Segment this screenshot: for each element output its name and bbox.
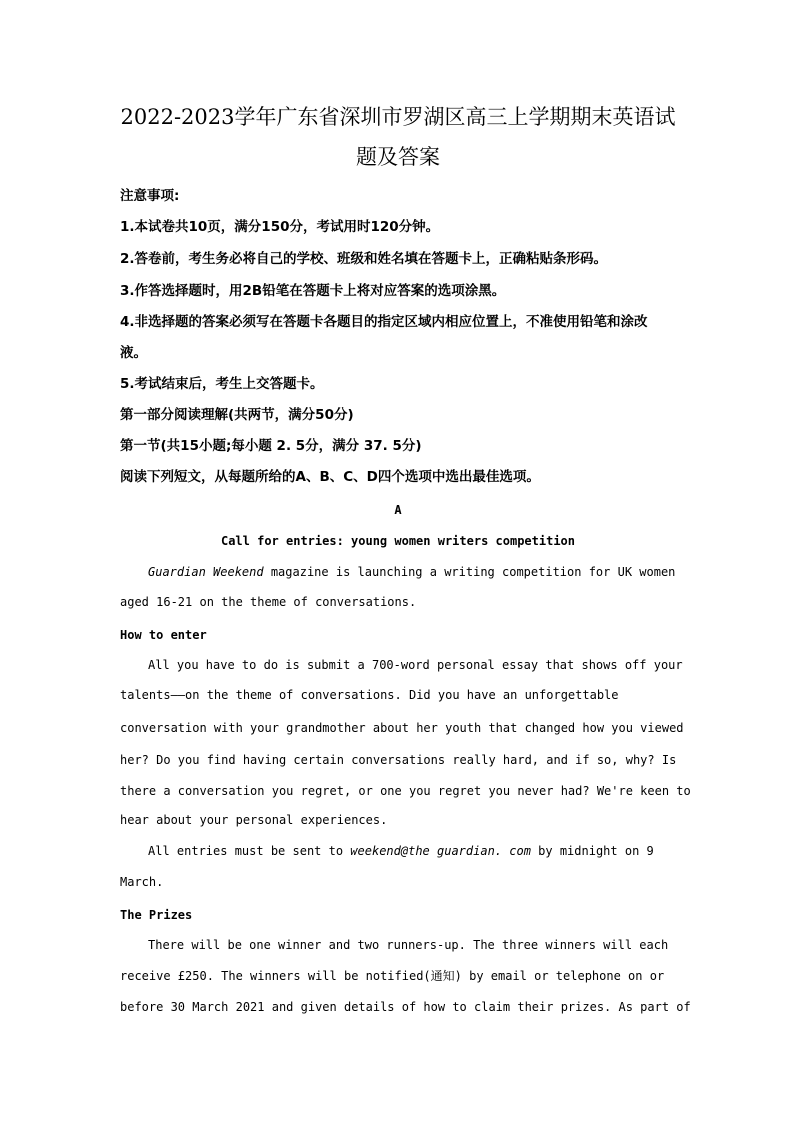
how-line-3: conversation with your grandmother about her youth that changed how you viewed (120, 721, 684, 735)
notes-item-4-line-1: 4.非选择题的答案必须写在答题卡各题目的指定区域内相应位置上，不准使用铅笔和涂改 (120, 314, 648, 330)
notes-item-3: 3.作答选择题时，用2B铅笔在答题卡上将对应答案的选项涂黑。 (120, 283, 506, 299)
prizes-line-2: receive £250. The winners will be notified(通知) by email or telephone on or (120, 969, 665, 983)
section-part-heading: 第一部分阅读理解(共两节，满分50分) (120, 407, 354, 423)
entries-line-1 (148, 843, 654, 859)
prizes-heading: The Prizes (120, 908, 193, 922)
notes-heading: 注意事项: (120, 188, 180, 204)
entries-prefix: All entries must be sent to (148, 844, 351, 858)
how-line-2: talents——on the theme of conversations. Did you have an unforgettable (120, 688, 619, 702)
document-title-line-1: 2022-2023学年广东省深圳市罗湖区高三上学期期末英语试 (120, 105, 676, 129)
entries-email: weekend@the guardian. com (350, 844, 531, 858)
section-sub-heading: 第一节(共15小题;每小题 2. 5分，满分 37. 5分) (120, 438, 422, 454)
entries-line-2: March. (120, 875, 164, 889)
document-title-line-2: 题及答案 (356, 145, 440, 169)
notes-item-1: 1.本试卷共10页，满分150分，考试用时120分钟。 (120, 219, 440, 235)
how-to-enter-heading: How to enter (120, 628, 207, 642)
passage-letter: A (394, 503, 402, 517)
notes-item-4-line-2: 液。 (120, 345, 147, 361)
intro-line-1-rest: magazine is launching a writing competition for UK women (263, 565, 676, 579)
prizes-line-3: before 30 March 2021 and given details of how to claim their prizes. As part of (120, 1000, 691, 1014)
section-instruction: 阅读下列短文，从每题所给的A、B、C、D四个选项中选出最佳选项。 (120, 469, 540, 485)
entries-suffix: by midnight on 9 (530, 844, 654, 858)
notes-item-2: 2.答卷前，考生务必将自己的学校、班级和姓名填在答题卡上，正确粘贴条形码。 (120, 251, 608, 267)
passage-heading: Call for entries: young women writers competition (220, 534, 575, 548)
magazine-name: Guardian Weekend (148, 565, 264, 579)
how-line-1: All you have to do is submit a 700-word personal essay that shows off your (148, 658, 683, 672)
prizes-line-1: There will be one winner and two runners-up. The three winners will each (148, 938, 669, 952)
intro-line-2: aged 16-21 on the theme of conversations. (120, 595, 417, 609)
intro-line-1 (148, 564, 675, 580)
how-line-5: there a conversation you regret, or one you regret you never had? We're keen to (120, 784, 691, 798)
how-line-6: hear about your personal experiences. (120, 813, 388, 827)
notes-item-5: 5.考试结束后，考生上交答题卡。 (120, 376, 324, 392)
how-line-4: her? Do you find having certain conversations really hard, and if so, why? Is (120, 753, 677, 767)
